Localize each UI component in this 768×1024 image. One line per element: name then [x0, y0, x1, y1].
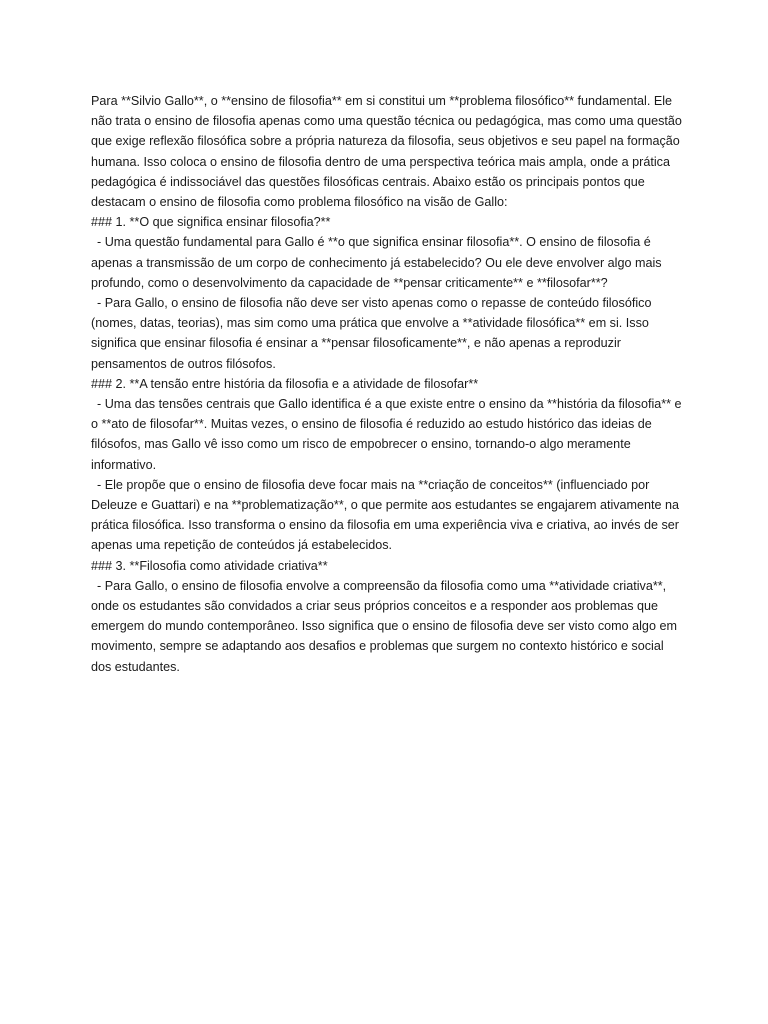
section-heading-2: ### 2. **A tensão entre história da filosofia e a atividade de filosofar** [91, 376, 479, 391]
section-1-bullet-1: - Uma questão fundamental para Gallo é **o que significa ensinar filosofia**. O ensino de filosofia é apenas a transmissão de um corpo de conhecimento já estabelecido? Ou ele deve envolver algo mais profundo, como o desenvolvimento da capacidade de **pensar criticamente** e **filosofar**? [91, 235, 662, 290]
section-heading-3: ### 3. **Filosofia como atividade criativa** [91, 558, 328, 573]
section-2-bullet-2: - Ele propõe que o ensino de filosofia deve focar mais na **criação de conceitos** (influenciado por Deleuze e Guattari) e na **problematização**, o que permite aos estudantes se engajarem ativamente na prática filosófica. Isso transforma o ensino da filosofia em uma experiência viva e criativa, ao invés de ser apenas uma repetição de conteúdos já estabelecidos. [91, 477, 680, 553]
section-3-bullet-1: - Para Gallo, o ensino de filosofia envolve a compreensão da filosofia como uma **atividade criativa**, onde os estudantes são convidados a criar seus próprios conceitos e a responder aos problemas que emergem do mundo contemporâneo. Isso significa que o ensino de filosofia deve ser visto como algo em movimento, sempre se adaptando aos desafios e problemas que surgem no contexto histórico e social dos estudantes. [91, 578, 677, 674]
section-2-bullet-1: - Uma das tensões centrais que Gallo identifica é a que existe entre o ensino da **história da filosofia** e o **ato de filosofar**. Muitas vezes, o ensino de filosofia é reduzido ao estudo histórico das ideias de filósofos, mas Gallo vê isso como um risco de empobrecer o ensino, tornando-o algo meramente informativo. [91, 397, 682, 472]
intro-paragraph: Para **Silvio Gallo**, o **ensino de filosofia** em si constitui um **problema filosófico** fundamental. Ele não trata o ensino de filosofia apenas como uma questão técnica ou pedagógica, mas como uma questão que exige reflexão filosófica sobre a própria natureza da filosofia, seus objetivos e seu papel na formação humana. Isso coloca o ensino de filosofia dentro de uma perspectiva teórica mais ampla, onde a prática pedagógica é indissociável das questões filosóficas centrais. Abaixo estão os principais pontos que destacam o ensino de filosofia como problema filosófico na visão de Gallo: [91, 94, 682, 210]
section-1-bullet-2: - Para Gallo, o ensino de filosofia não deve ser visto apenas como o repasse de conteúdo filosófico (nomes, datas, teorias), mas sim como uma prática que envolve a **atividade filosófica** em si. Isso significa que ensinar filosofia é ensinar a **pensar filosoficamente**, e não apenas a reproduzir pensamentos de outros filósofos. [91, 296, 652, 371]
document-body [91, 91, 686, 677]
section-heading-1: ### 1. **O que significa ensinar filosofia?** [91, 215, 331, 230]
